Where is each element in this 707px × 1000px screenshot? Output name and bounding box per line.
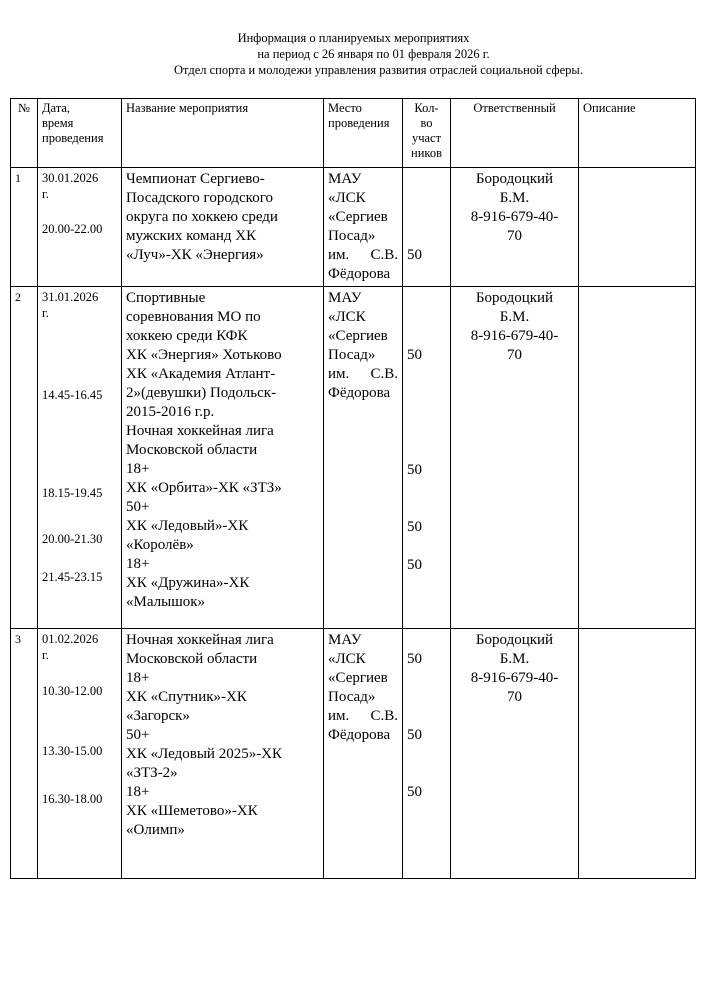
col-header-responsible: Ответственный (451, 99, 579, 168)
col-header-count: Кол- во участ ников (403, 99, 451, 168)
row-responsible: Бородоцкий Б.М. 8-916-679-40- 70 (451, 629, 579, 879)
table-row (11, 287, 696, 629)
row-responsible: Бородоцкий Б.М. 8-916-679-40- 70 (451, 287, 579, 629)
document-header (0, 30, 707, 78)
row-event-name: Чемпионат Сергиево- Посадского городского округа по хоккею среди мужских команд ХК «Луч»-ХК «Энергия» (122, 168, 324, 287)
header-title: Информация о планируемых мероприятиях (237, 31, 470, 45)
table-header-row (11, 99, 696, 168)
col-header-place: Место проведения (324, 99, 403, 168)
table-row (11, 168, 696, 287)
header-period: на период с 26 января по 01 февраля 2026 г. (257, 47, 490, 61)
col-header-description: Описание (579, 99, 696, 168)
row-description (579, 168, 696, 287)
row-number: 2 (11, 287, 38, 629)
table-row (11, 629, 696, 879)
col-header-num: № (11, 99, 38, 168)
events-table (10, 98, 696, 879)
row-count: 50 (403, 168, 451, 287)
row-date: 01.02.2026 г. 10.30-12.00 13.30-15.00 16.30-18.00 (38, 629, 122, 879)
row-count: 50 50 50 (403, 629, 451, 879)
row-description (579, 287, 696, 629)
row-number: 3 (11, 629, 38, 879)
row-event-name: Ночная хоккейная лига Московской области 18+ ХК «Спутник»-ХК «Загорск» 50+ ХК «Ледовый 2025»-ХК «ЗТЗ-2» 18+ ХК «Шеметово»-ХК «Олимп» (122, 629, 324, 879)
row-place: МАУ «ЛСК «Сергиев Посад» им. С.В. Фёдорова (324, 629, 403, 879)
header-department: Отдел спорта и молодежи управления развития отраслей социальной сферы. (174, 63, 583, 77)
row-date: 30.01.2026 г. 20.00-22.00 (38, 168, 122, 287)
row-place: МАУ «ЛСК «Сергиев Посад» им. С.В. Фёдорова (324, 287, 403, 629)
row-count: 50 50 50 50 (403, 287, 451, 629)
row-date: 31.01.2026 г. 14.45-16.45 18.15-19.45 20.00-21.30 21.45-23.15 (38, 287, 122, 629)
col-header-date: Дата, время проведения (38, 99, 122, 168)
col-header-name: Название мероприятия (122, 99, 324, 168)
row-responsible: Бородоцкий Б.М. 8-916-679-40- 70 (451, 168, 579, 287)
row-place: МАУ «ЛСК «Сергиев Посад» им. С.В. Фёдорова (324, 168, 403, 287)
row-event-name: Спортивные соревнования МО по хоккею среди КФК ХК «Энергия» Хотьково ХК «Академия Атлант- 2»(девушки) Подольск- 2015-2016 г.р. Ночная хоккейная лига Московской области 18+ ХК «Орбита»-ХК «ЗТЗ» 50+ ХК «Ледовый»-ХК «Королёв» 18+ ХК «Дружина»-ХК «Малышок» (122, 287, 324, 629)
row-number: 1 (11, 168, 38, 287)
row-description (579, 629, 696, 879)
